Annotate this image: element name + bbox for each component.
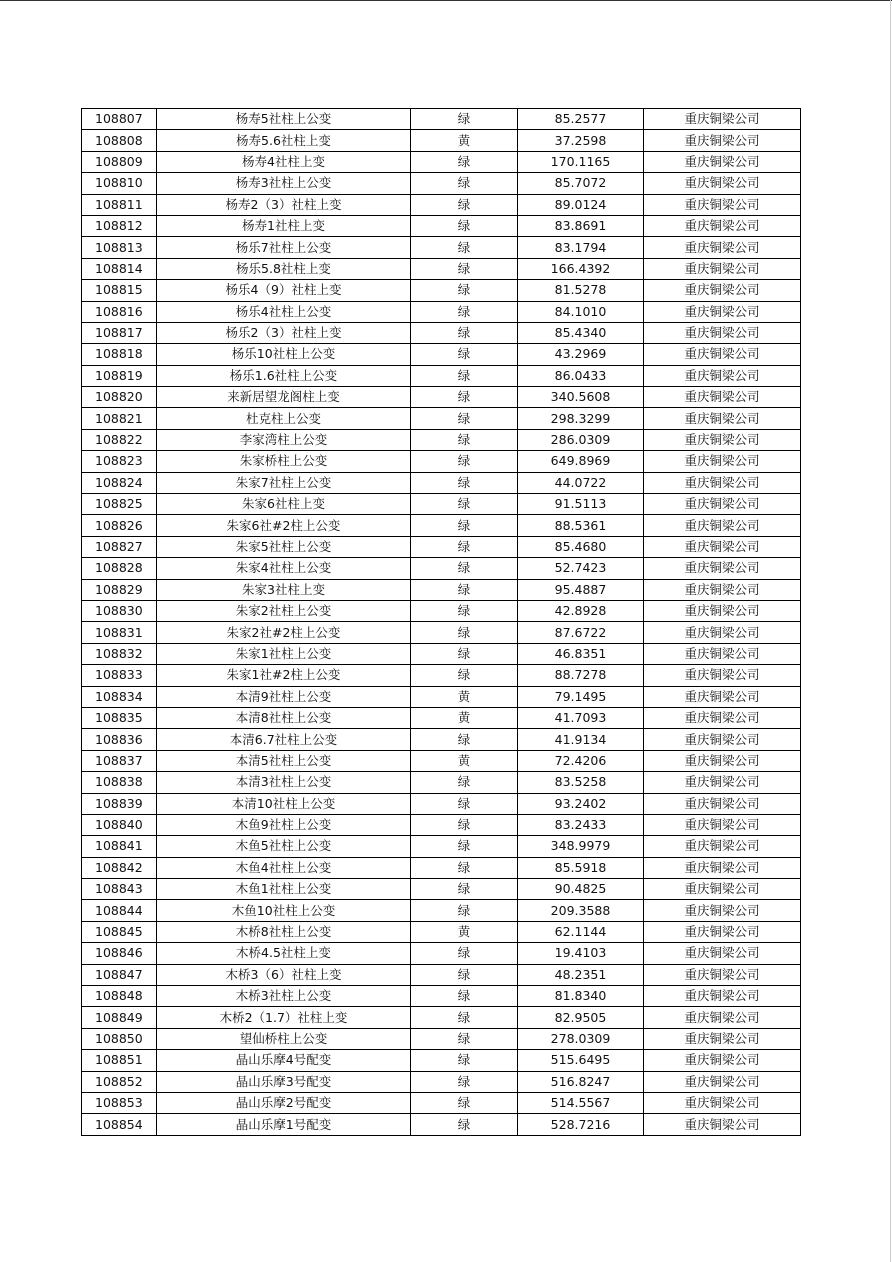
status-color-cell: 绿	[411, 429, 518, 450]
status-color-cell: 绿	[411, 986, 518, 1007]
row-id-cell: 108832	[82, 643, 157, 664]
row-id-cell: 108836	[82, 729, 157, 750]
capacity-value-cell: 62.1144	[518, 921, 644, 942]
row-id-cell: 108838	[82, 772, 157, 793]
table-row	[82, 494, 801, 515]
capacity-value-cell: 95.4887	[518, 579, 644, 600]
capacity-value-cell: 88.5361	[518, 515, 644, 536]
table-row	[82, 665, 801, 686]
capacity-value-cell: 46.8351	[518, 643, 644, 664]
capacity-value-cell: 515.6495	[518, 1050, 644, 1071]
company-name-cell: 重庆铜梁公司	[644, 1050, 801, 1071]
table-row	[82, 451, 801, 472]
row-id-cell: 108822	[82, 429, 157, 450]
table-row	[82, 429, 801, 450]
transformer-name-cell: 朱家1社柱上公变	[157, 643, 411, 664]
transformer-name-cell: 杨寿2（3）社柱上变	[157, 194, 411, 215]
table-row	[82, 707, 801, 728]
table-row	[82, 109, 801, 130]
capacity-value-cell: 87.6722	[518, 622, 644, 643]
row-id-cell: 108850	[82, 1028, 157, 1049]
status-color-cell: 绿	[411, 451, 518, 472]
transformer-name-cell: 杨乐4（9）社柱上变	[157, 280, 411, 301]
table-row	[82, 836, 801, 857]
status-color-cell: 绿	[411, 964, 518, 985]
company-name-cell: 重庆铜梁公司	[644, 130, 801, 151]
company-name-cell: 重庆铜梁公司	[644, 643, 801, 664]
transformer-name-cell: 朱家3社柱上变	[157, 579, 411, 600]
status-color-cell: 绿	[411, 814, 518, 835]
transformer-name-cell: 杨寿5社柱上公变	[157, 109, 411, 130]
table-row	[82, 1050, 801, 1071]
capacity-value-cell: 209.3588	[518, 900, 644, 921]
company-name-cell: 重庆铜梁公司	[644, 173, 801, 194]
transformer-name-cell: 木鱼10社柱上公变	[157, 900, 411, 921]
capacity-value-cell: 90.4825	[518, 879, 644, 900]
transformer-name-cell: 晶山乐摩4号配变	[157, 1050, 411, 1071]
transformer-name-cell: 杨乐2（3）社柱上变	[157, 322, 411, 343]
transformer-name-cell: 杨寿3社柱上公变	[157, 173, 411, 194]
table-row	[82, 215, 801, 236]
capacity-value-cell: 83.5258	[518, 772, 644, 793]
table-row	[82, 130, 801, 151]
capacity-value-cell: 81.8340	[518, 986, 644, 1007]
company-name-cell: 重庆铜梁公司	[644, 1007, 801, 1028]
table-row	[82, 194, 801, 215]
table-row	[82, 943, 801, 964]
row-id-cell: 108848	[82, 986, 157, 1007]
row-id-cell: 108821	[82, 408, 157, 429]
transformer-name-cell: 杨乐4社柱上公变	[157, 301, 411, 322]
row-id-cell: 108811	[82, 194, 157, 215]
transformer-name-cell: 朱家4社柱上公变	[157, 558, 411, 579]
row-id-cell: 108817	[82, 322, 157, 343]
transformer-name-cell: 本清6.7社柱上公变	[157, 729, 411, 750]
table-row	[82, 879, 801, 900]
table-row	[82, 237, 801, 258]
transformer-name-cell: 杨乐10社柱上公变	[157, 344, 411, 365]
status-color-cell: 绿	[411, 258, 518, 279]
status-color-cell: 绿	[411, 494, 518, 515]
capacity-value-cell: 649.8969	[518, 451, 644, 472]
row-id-cell: 108824	[82, 472, 157, 493]
row-id-cell: 108853	[82, 1092, 157, 1113]
row-id-cell: 108840	[82, 814, 157, 835]
company-name-cell: 重庆铜梁公司	[644, 772, 801, 793]
company-name-cell: 重庆铜梁公司	[644, 429, 801, 450]
table-row	[82, 1092, 801, 1113]
company-name-cell: 重庆铜梁公司	[644, 515, 801, 536]
row-id-cell: 108815	[82, 280, 157, 301]
capacity-value-cell: 84.1010	[518, 301, 644, 322]
company-name-cell: 重庆铜梁公司	[644, 387, 801, 408]
company-name-cell: 重庆铜梁公司	[644, 686, 801, 707]
status-color-cell: 绿	[411, 194, 518, 215]
capacity-value-cell: 340.5608	[518, 387, 644, 408]
transformer-name-cell: 本清9社柱上公变	[157, 686, 411, 707]
table-row	[82, 1114, 801, 1135]
row-id-cell: 108820	[82, 387, 157, 408]
status-color-cell: 绿	[411, 1071, 518, 1092]
status-color-cell: 绿	[411, 387, 518, 408]
company-name-cell: 重庆铜梁公司	[644, 558, 801, 579]
company-name-cell: 重庆铜梁公司	[644, 494, 801, 515]
company-name-cell: 重庆铜梁公司	[644, 237, 801, 258]
transformer-table	[81, 108, 801, 1136]
status-color-cell: 绿	[411, 1050, 518, 1071]
company-name-cell: 重庆铜梁公司	[644, 814, 801, 835]
capacity-value-cell: 72.4206	[518, 750, 644, 771]
status-color-cell: 绿	[411, 151, 518, 172]
table-row	[82, 900, 801, 921]
capacity-value-cell: 166.4392	[518, 258, 644, 279]
company-name-cell: 重庆铜梁公司	[644, 1114, 801, 1135]
transformer-name-cell: 朱家6社#2柱上公变	[157, 515, 411, 536]
row-id-cell: 108834	[82, 686, 157, 707]
status-color-cell: 绿	[411, 322, 518, 343]
capacity-value-cell: 83.2433	[518, 814, 644, 835]
capacity-value-cell: 81.5278	[518, 280, 644, 301]
status-color-cell: 绿	[411, 643, 518, 664]
capacity-value-cell: 85.4680	[518, 536, 644, 557]
row-id-cell: 108818	[82, 344, 157, 365]
capacity-value-cell: 83.8691	[518, 215, 644, 236]
status-color-cell: 绿	[411, 1007, 518, 1028]
status-color-cell: 绿	[411, 836, 518, 857]
capacity-value-cell: 170.1165	[518, 151, 644, 172]
company-name-cell: 重庆铜梁公司	[644, 921, 801, 942]
transformer-name-cell: 朱家7社柱上公变	[157, 472, 411, 493]
transformer-name-cell: 本清8社柱上公变	[157, 707, 411, 728]
table-row	[82, 258, 801, 279]
capacity-value-cell: 514.5567	[518, 1092, 644, 1113]
row-id-cell: 108828	[82, 558, 157, 579]
table-row	[82, 515, 801, 536]
transformer-name-cell: 望仙桥柱上公变	[157, 1028, 411, 1049]
status-color-cell: 绿	[411, 173, 518, 194]
row-id-cell: 108809	[82, 151, 157, 172]
capacity-value-cell: 48.2351	[518, 964, 644, 985]
company-name-cell: 重庆铜梁公司	[644, 301, 801, 322]
table-row	[82, 857, 801, 878]
company-name-cell: 重庆铜梁公司	[644, 964, 801, 985]
table-row	[82, 729, 801, 750]
row-id-cell: 108819	[82, 365, 157, 386]
company-name-cell: 重庆铜梁公司	[644, 750, 801, 771]
status-color-cell: 绿	[411, 857, 518, 878]
row-id-cell: 108808	[82, 130, 157, 151]
transformer-name-cell: 晶山乐摩1号配变	[157, 1114, 411, 1135]
capacity-value-cell: 41.9134	[518, 729, 644, 750]
status-color-cell: 黄	[411, 686, 518, 707]
company-name-cell: 重庆铜梁公司	[644, 622, 801, 643]
row-id-cell: 108823	[82, 451, 157, 472]
page-top-border	[0, 0, 892, 1]
company-name-cell: 重庆铜梁公司	[644, 707, 801, 728]
capacity-value-cell: 516.8247	[518, 1071, 644, 1092]
row-id-cell: 108825	[82, 494, 157, 515]
transformer-name-cell: 来新居望龙阁柱上变	[157, 387, 411, 408]
table-row	[82, 964, 801, 985]
table-row	[82, 344, 801, 365]
row-id-cell: 108842	[82, 857, 157, 878]
company-name-cell: 重庆铜梁公司	[644, 109, 801, 130]
row-id-cell: 108814	[82, 258, 157, 279]
capacity-value-cell: 278.0309	[518, 1028, 644, 1049]
transformer-name-cell: 朱家6社柱上变	[157, 494, 411, 515]
table-row	[82, 322, 801, 343]
status-color-cell: 绿	[411, 237, 518, 258]
table-row	[82, 472, 801, 493]
row-id-cell: 108844	[82, 900, 157, 921]
transformer-name-cell: 木鱼4社柱上公变	[157, 857, 411, 878]
capacity-value-cell: 82.9505	[518, 1007, 644, 1028]
capacity-value-cell: 89.0124	[518, 194, 644, 215]
capacity-value-cell: 528.7216	[518, 1114, 644, 1135]
table-row	[82, 151, 801, 172]
status-color-cell: 黄	[411, 750, 518, 771]
row-id-cell: 108813	[82, 237, 157, 258]
table-row	[82, 921, 801, 942]
status-color-cell: 绿	[411, 729, 518, 750]
status-color-cell: 绿	[411, 665, 518, 686]
row-id-cell: 108854	[82, 1114, 157, 1135]
company-name-cell: 重庆铜梁公司	[644, 857, 801, 878]
table-row	[82, 408, 801, 429]
company-name-cell: 重庆铜梁公司	[644, 322, 801, 343]
capacity-value-cell: 79.1495	[518, 686, 644, 707]
capacity-value-cell: 85.2577	[518, 109, 644, 130]
row-id-cell: 108847	[82, 964, 157, 985]
transformer-name-cell: 杨乐5.8社柱上变	[157, 258, 411, 279]
transformer-name-cell: 木桥3社柱上公变	[157, 986, 411, 1007]
row-id-cell: 108827	[82, 536, 157, 557]
company-name-cell: 重庆铜梁公司	[644, 986, 801, 1007]
row-id-cell: 108851	[82, 1050, 157, 1071]
table-row	[82, 1071, 801, 1092]
capacity-value-cell: 41.7093	[518, 707, 644, 728]
company-name-cell: 重庆铜梁公司	[644, 258, 801, 279]
company-name-cell: 重庆铜梁公司	[644, 408, 801, 429]
status-color-cell: 绿	[411, 943, 518, 964]
capacity-value-cell: 93.2402	[518, 793, 644, 814]
table-row	[82, 793, 801, 814]
transformer-name-cell: 朱家1社#2柱上公变	[157, 665, 411, 686]
company-name-cell: 重庆铜梁公司	[644, 1071, 801, 1092]
capacity-value-cell: 286.0309	[518, 429, 644, 450]
company-name-cell: 重庆铜梁公司	[644, 194, 801, 215]
row-id-cell: 108849	[82, 1007, 157, 1028]
status-color-cell: 绿	[411, 900, 518, 921]
status-color-cell: 绿	[411, 301, 518, 322]
company-name-cell: 重庆铜梁公司	[644, 943, 801, 964]
capacity-value-cell: 85.5918	[518, 857, 644, 878]
status-color-cell: 绿	[411, 772, 518, 793]
transformer-name-cell: 朱家桥柱上公变	[157, 451, 411, 472]
status-color-cell: 黄	[411, 130, 518, 151]
row-id-cell: 108839	[82, 793, 157, 814]
company-name-cell: 重庆铜梁公司	[644, 472, 801, 493]
status-color-cell: 绿	[411, 1092, 518, 1113]
status-color-cell: 绿	[411, 579, 518, 600]
table-row	[82, 772, 801, 793]
capacity-value-cell: 52.7423	[518, 558, 644, 579]
row-id-cell: 108816	[82, 301, 157, 322]
company-name-cell: 重庆铜梁公司	[644, 879, 801, 900]
row-id-cell: 108843	[82, 879, 157, 900]
company-name-cell: 重庆铜梁公司	[644, 344, 801, 365]
transformer-name-cell: 朱家2社柱上公变	[157, 600, 411, 621]
status-color-cell: 绿	[411, 1028, 518, 1049]
table-row	[82, 387, 801, 408]
company-name-cell: 重庆铜梁公司	[644, 579, 801, 600]
transformer-name-cell: 晶山乐摩3号配变	[157, 1071, 411, 1092]
transformer-name-cell: 朱家2社#2柱上公变	[157, 622, 411, 643]
table-row	[82, 750, 801, 771]
row-id-cell: 108835	[82, 707, 157, 728]
company-name-cell: 重庆铜梁公司	[644, 215, 801, 236]
capacity-value-cell: 86.0433	[518, 365, 644, 386]
table-row	[82, 365, 801, 386]
row-id-cell: 108845	[82, 921, 157, 942]
table-row	[82, 579, 801, 600]
status-color-cell: 绿	[411, 215, 518, 236]
row-id-cell: 108830	[82, 600, 157, 621]
capacity-value-cell: 44.0722	[518, 472, 644, 493]
company-name-cell: 重庆铜梁公司	[644, 1092, 801, 1113]
transformer-name-cell: 杨乐7社柱上公变	[157, 237, 411, 258]
row-id-cell: 108807	[82, 109, 157, 130]
company-name-cell: 重庆铜梁公司	[644, 665, 801, 686]
row-id-cell: 108837	[82, 750, 157, 771]
row-id-cell: 108831	[82, 622, 157, 643]
status-color-cell: 绿	[411, 515, 518, 536]
transformer-name-cell: 朱家5社柱上公变	[157, 536, 411, 557]
status-color-cell: 绿	[411, 600, 518, 621]
capacity-value-cell: 348.9979	[518, 836, 644, 857]
capacity-value-cell: 88.7278	[518, 665, 644, 686]
status-color-cell: 绿	[411, 536, 518, 557]
table-row	[82, 558, 801, 579]
transformer-name-cell: 杨寿1社柱上变	[157, 215, 411, 236]
transformer-name-cell: 李家湾柱上公变	[157, 429, 411, 450]
company-name-cell: 重庆铜梁公司	[644, 365, 801, 386]
status-color-cell: 绿	[411, 280, 518, 301]
transformer-name-cell: 晶山乐摩2号配变	[157, 1092, 411, 1113]
row-id-cell: 108826	[82, 515, 157, 536]
company-name-cell: 重庆铜梁公司	[644, 536, 801, 557]
table-row	[82, 173, 801, 194]
status-color-cell: 绿	[411, 365, 518, 386]
transformer-name-cell: 杨寿5.6社柱上变	[157, 130, 411, 151]
table-row	[82, 1028, 801, 1049]
transformer-name-cell: 木桥3（6）社柱上变	[157, 964, 411, 985]
company-name-cell: 重庆铜梁公司	[644, 151, 801, 172]
company-name-cell: 重庆铜梁公司	[644, 280, 801, 301]
status-color-cell: 绿	[411, 879, 518, 900]
capacity-value-cell: 91.5113	[518, 494, 644, 515]
table-row	[82, 986, 801, 1007]
table-row	[82, 536, 801, 557]
row-id-cell: 108829	[82, 579, 157, 600]
status-color-cell: 绿	[411, 793, 518, 814]
table-row	[82, 1007, 801, 1028]
company-name-cell: 重庆铜梁公司	[644, 729, 801, 750]
transformer-name-cell: 本清5社柱上公变	[157, 750, 411, 771]
company-name-cell: 重庆铜梁公司	[644, 793, 801, 814]
status-color-cell: 绿	[411, 1114, 518, 1135]
status-color-cell: 绿	[411, 472, 518, 493]
capacity-value-cell: 85.7072	[518, 173, 644, 194]
row-id-cell: 108841	[82, 836, 157, 857]
transformer-name-cell: 杜克柱上公变	[157, 408, 411, 429]
company-name-cell: 重庆铜梁公司	[644, 900, 801, 921]
company-name-cell: 重庆铜梁公司	[644, 836, 801, 857]
table-row	[82, 686, 801, 707]
status-color-cell: 绿	[411, 622, 518, 643]
row-id-cell: 108833	[82, 665, 157, 686]
transformer-name-cell: 木鱼5社柱上公变	[157, 836, 411, 857]
row-id-cell: 108846	[82, 943, 157, 964]
transformer-name-cell: 杨乐1.6社柱上公变	[157, 365, 411, 386]
transformer-name-cell: 本清3社柱上公变	[157, 772, 411, 793]
table-row	[82, 600, 801, 621]
transformer-name-cell: 木鱼1社柱上公变	[157, 879, 411, 900]
transformer-name-cell: 木鱼9社柱上公变	[157, 814, 411, 835]
company-name-cell: 重庆铜梁公司	[644, 600, 801, 621]
transformer-name-cell: 本清10社柱上公变	[157, 793, 411, 814]
capacity-value-cell: 85.4340	[518, 322, 644, 343]
table-body	[82, 109, 801, 1136]
table-row	[82, 280, 801, 301]
table-row	[82, 622, 801, 643]
capacity-value-cell: 42.8928	[518, 600, 644, 621]
capacity-value-cell: 83.1794	[518, 237, 644, 258]
row-id-cell: 108812	[82, 215, 157, 236]
table-row	[82, 643, 801, 664]
capacity-value-cell: 43.2969	[518, 344, 644, 365]
status-color-cell: 绿	[411, 109, 518, 130]
status-color-cell: 绿	[411, 408, 518, 429]
transformer-name-cell: 杨寿4社柱上变	[157, 151, 411, 172]
transformer-name-cell: 木桥2（1.7）社柱上变	[157, 1007, 411, 1028]
status-color-cell: 黄	[411, 707, 518, 728]
status-color-cell: 黄	[411, 921, 518, 942]
company-name-cell: 重庆铜梁公司	[644, 1028, 801, 1049]
capacity-value-cell: 37.2598	[518, 130, 644, 151]
table-row	[82, 301, 801, 322]
row-id-cell: 108852	[82, 1071, 157, 1092]
capacity-value-cell: 298.3299	[518, 408, 644, 429]
table-row	[82, 814, 801, 835]
company-name-cell: 重庆铜梁公司	[644, 451, 801, 472]
row-id-cell: 108810	[82, 173, 157, 194]
transformer-name-cell: 木桥8社柱上公变	[157, 921, 411, 942]
transformer-name-cell: 木桥4.5社柱上变	[157, 943, 411, 964]
page-right-edge	[890, 0, 891, 1262]
capacity-value-cell: 19.4103	[518, 943, 644, 964]
status-color-cell: 绿	[411, 558, 518, 579]
status-color-cell: 绿	[411, 344, 518, 365]
